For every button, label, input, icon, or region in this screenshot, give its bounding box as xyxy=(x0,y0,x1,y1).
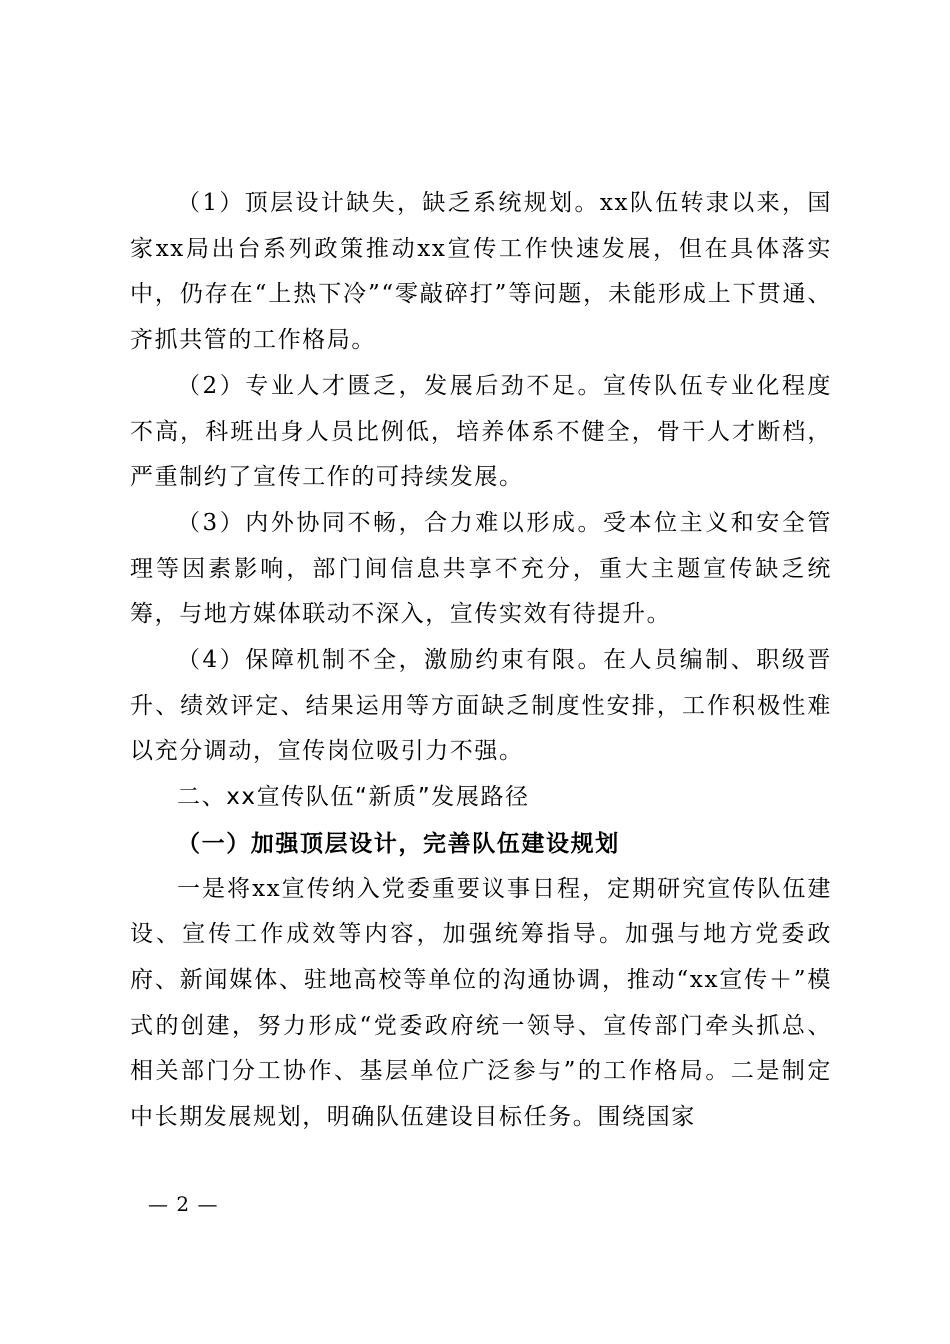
section-heading: 二、xx宣传队伍“新质”发展路径 xyxy=(177,784,530,811)
paragraph-coordination: （3）内外协同不畅，合力难以形成。受本位主义和安全管理等因素影响，部门间信息共享不充分，重大主题宣传缺乏统筹，与地方媒体联动不深入，宣传实效有待提升。 xyxy=(130,509,832,628)
subsection-heading: （一）加强顶层设计，完善队伍建设规划 xyxy=(177,829,620,857)
paragraph-talent-shortage: （2）专业人才匮乏，发展后劲不足。宣传队伍专业化程度不高，科班出身人员比例低，培养体系不健全，骨干人才断档，严重制约了宣传工作的可持续发展。 xyxy=(130,372,832,491)
paragraph-top-level-design: （1）顶层设计缺失，缺乏系统规划。xx队伍转隶以来，国家xx局出台系列政策推动xx宣传工作快速发展，但在具体落实中，仍存在“上热下冷”“零敲碎打”等问题，未能形成上下贯通、齐抓共管的工作格局。 xyxy=(130,190,832,354)
page-number: — 2 — xyxy=(148,1192,219,1216)
document-body xyxy=(130,181,832,1141)
paragraph-body: 一是将xx宣传纳入党委重要议事日程，定期研究宣传队伍建设、宣传工作成效等内容，加强统筹指导。加强与地方党委政府、新闻媒体、驻地高校等单位的沟通协调，推动“xx宣传＋”模式的创建，努力形成“党委政府统一领导、宣传部门牵头抓总、相关部门分工协作、基层单位广泛参与”的工作格局。二是制定中长期发展规划，明确队伍建设目标任务。围绕国家 xyxy=(130,875,832,1131)
paragraph-guarantee-mechanism: （4）保障机制不全，激励约束有限。在人员编制、职级晋升、绩效评定、结果运用等方面缺乏制度性安排，工作积极性难以充分调动，宣传岗位吸引力不强。 xyxy=(130,647,832,765)
